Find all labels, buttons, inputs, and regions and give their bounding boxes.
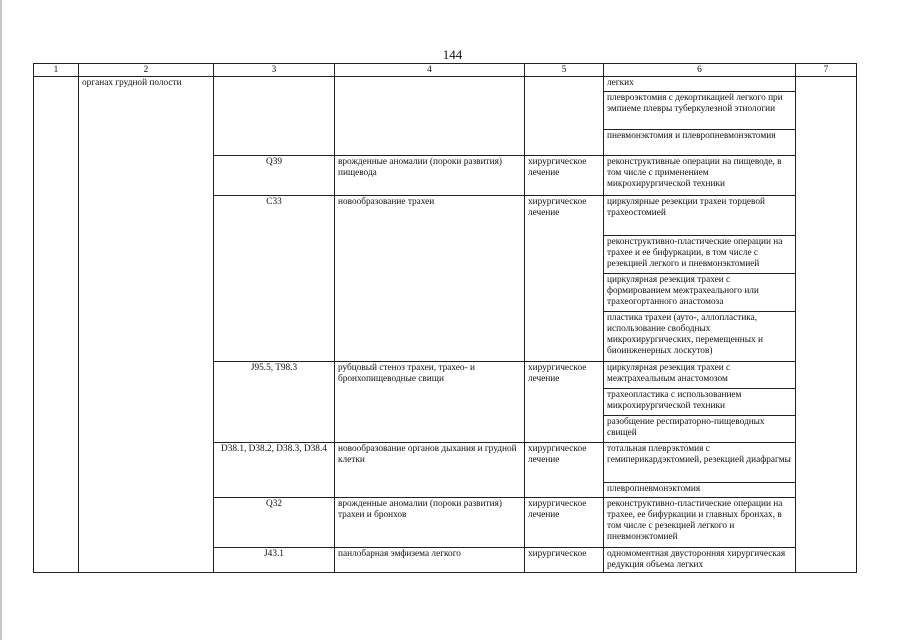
code-cell: Q32 — [214, 498, 335, 548]
treatment-cell: хирургическое лечение — [525, 362, 604, 443]
treatment-cell: хирургическое лечение — [525, 498, 604, 548]
code-cell: C33 — [214, 196, 335, 362]
method-cell: разобщение респираторно-пищеводных свищей — [604, 416, 796, 443]
code-cell: J43.1 — [214, 548, 335, 573]
header-col-7: 7 — [796, 64, 857, 77]
header-row — [34, 64, 857, 77]
code-cell — [214, 77, 335, 156]
method-cell: тотальная плеврэктомия с гемиперикардэктомией, резекцией диафрагмы — [604, 443, 796, 483]
section-cell: органах грудной полости — [79, 77, 214, 573]
header-col-5: 5 — [525, 64, 604, 77]
method-cell: трахеопластика с использованием микрохирургической техники — [604, 389, 796, 416]
code-cell: J95.5, T98.3 — [214, 362, 335, 443]
medical-procedures-table — [33, 63, 857, 573]
method-cell: реконструктивно-пластические операции на трахее, ее бифуркации и главных бронхах, в том числе с резекцией легкого и пневмонэктомией — [604, 498, 796, 548]
header-col-1: 1 — [34, 64, 79, 77]
header-col-6: 6 — [604, 64, 796, 77]
code-cell: Q39 — [214, 156, 335, 196]
method-cell: циркулярные резекции трахеи торцевой трахеостомией — [604, 196, 796, 236]
diagnosis-cell: врожденные аномалии (пороки развития) пищевода — [335, 156, 525, 196]
diagnosis-cell: новообразование трахеи — [335, 196, 525, 362]
col1-cell — [34, 77, 79, 573]
method-cell: пневмонэктомия и плевропневмонэктомия — [604, 130, 796, 156]
method-cell: плевропневмонэктомия — [604, 483, 796, 498]
treatment-cell: хирургическое лечение — [525, 443, 604, 498]
table-row — [34, 77, 857, 92]
diagnosis-cell — [335, 77, 525, 156]
method-cell: одномоментная двусторонняя хирургическая редукция объема легких — [604, 548, 796, 573]
diagnosis-cell: панлобарная эмфизема легкого — [335, 548, 525, 573]
method-cell: реконструктивные операции на пищеводе, в том числе с применением микрохирургической техники — [604, 156, 796, 196]
treatment-cell — [525, 77, 604, 156]
method-cell: плевроэктомия с декортикацией легкого при эмпиеме плевры туберкулезной этиологии — [604, 92, 796, 130]
method-cell: легких — [604, 77, 796, 92]
scan-edge-line — [0, 0, 2, 640]
method-cell: пластика трахеи (ауто-, аллопластика, использование свободных микрохирургических, перемещенных и биоинженерных лоскутов) — [604, 312, 796, 362]
code-cell: D38.1, D38.2, D38.3, D38.4 — [214, 443, 335, 498]
method-cell: реконструктивно-пластические операции на трахее и ее бифуркации, в том числе с резекцией легкого и пневмонэктомией — [604, 236, 796, 274]
treatment-cell: хирургическое лечение — [525, 196, 604, 362]
diagnosis-cell: новообразование органов дыхания и грудной клетки — [335, 443, 525, 498]
method-cell: циркулярная резекция трахеи с межтрахеальным анастомозом — [604, 362, 796, 389]
treatment-cell: хирургическое — [525, 548, 604, 573]
method-cell: циркулярная резекция трахеи с формированием межтрахеального или трахеогортанного анастомоза — [604, 274, 796, 312]
diagnosis-cell: рубцовый стеноз трахеи, трахео- и бронхопищеводные свищи — [335, 362, 525, 443]
diagnosis-cell: врожденные аномалии (пороки развития) трахеи и бронхов — [335, 498, 525, 548]
header-col-3: 3 — [214, 64, 335, 77]
header-col-4: 4 — [335, 64, 525, 77]
treatment-cell: хирургическое лечение — [525, 156, 604, 196]
page-number: 144 — [442, 47, 463, 62]
header-col-2: 2 — [79, 64, 214, 77]
col7-cell — [796, 77, 857, 573]
